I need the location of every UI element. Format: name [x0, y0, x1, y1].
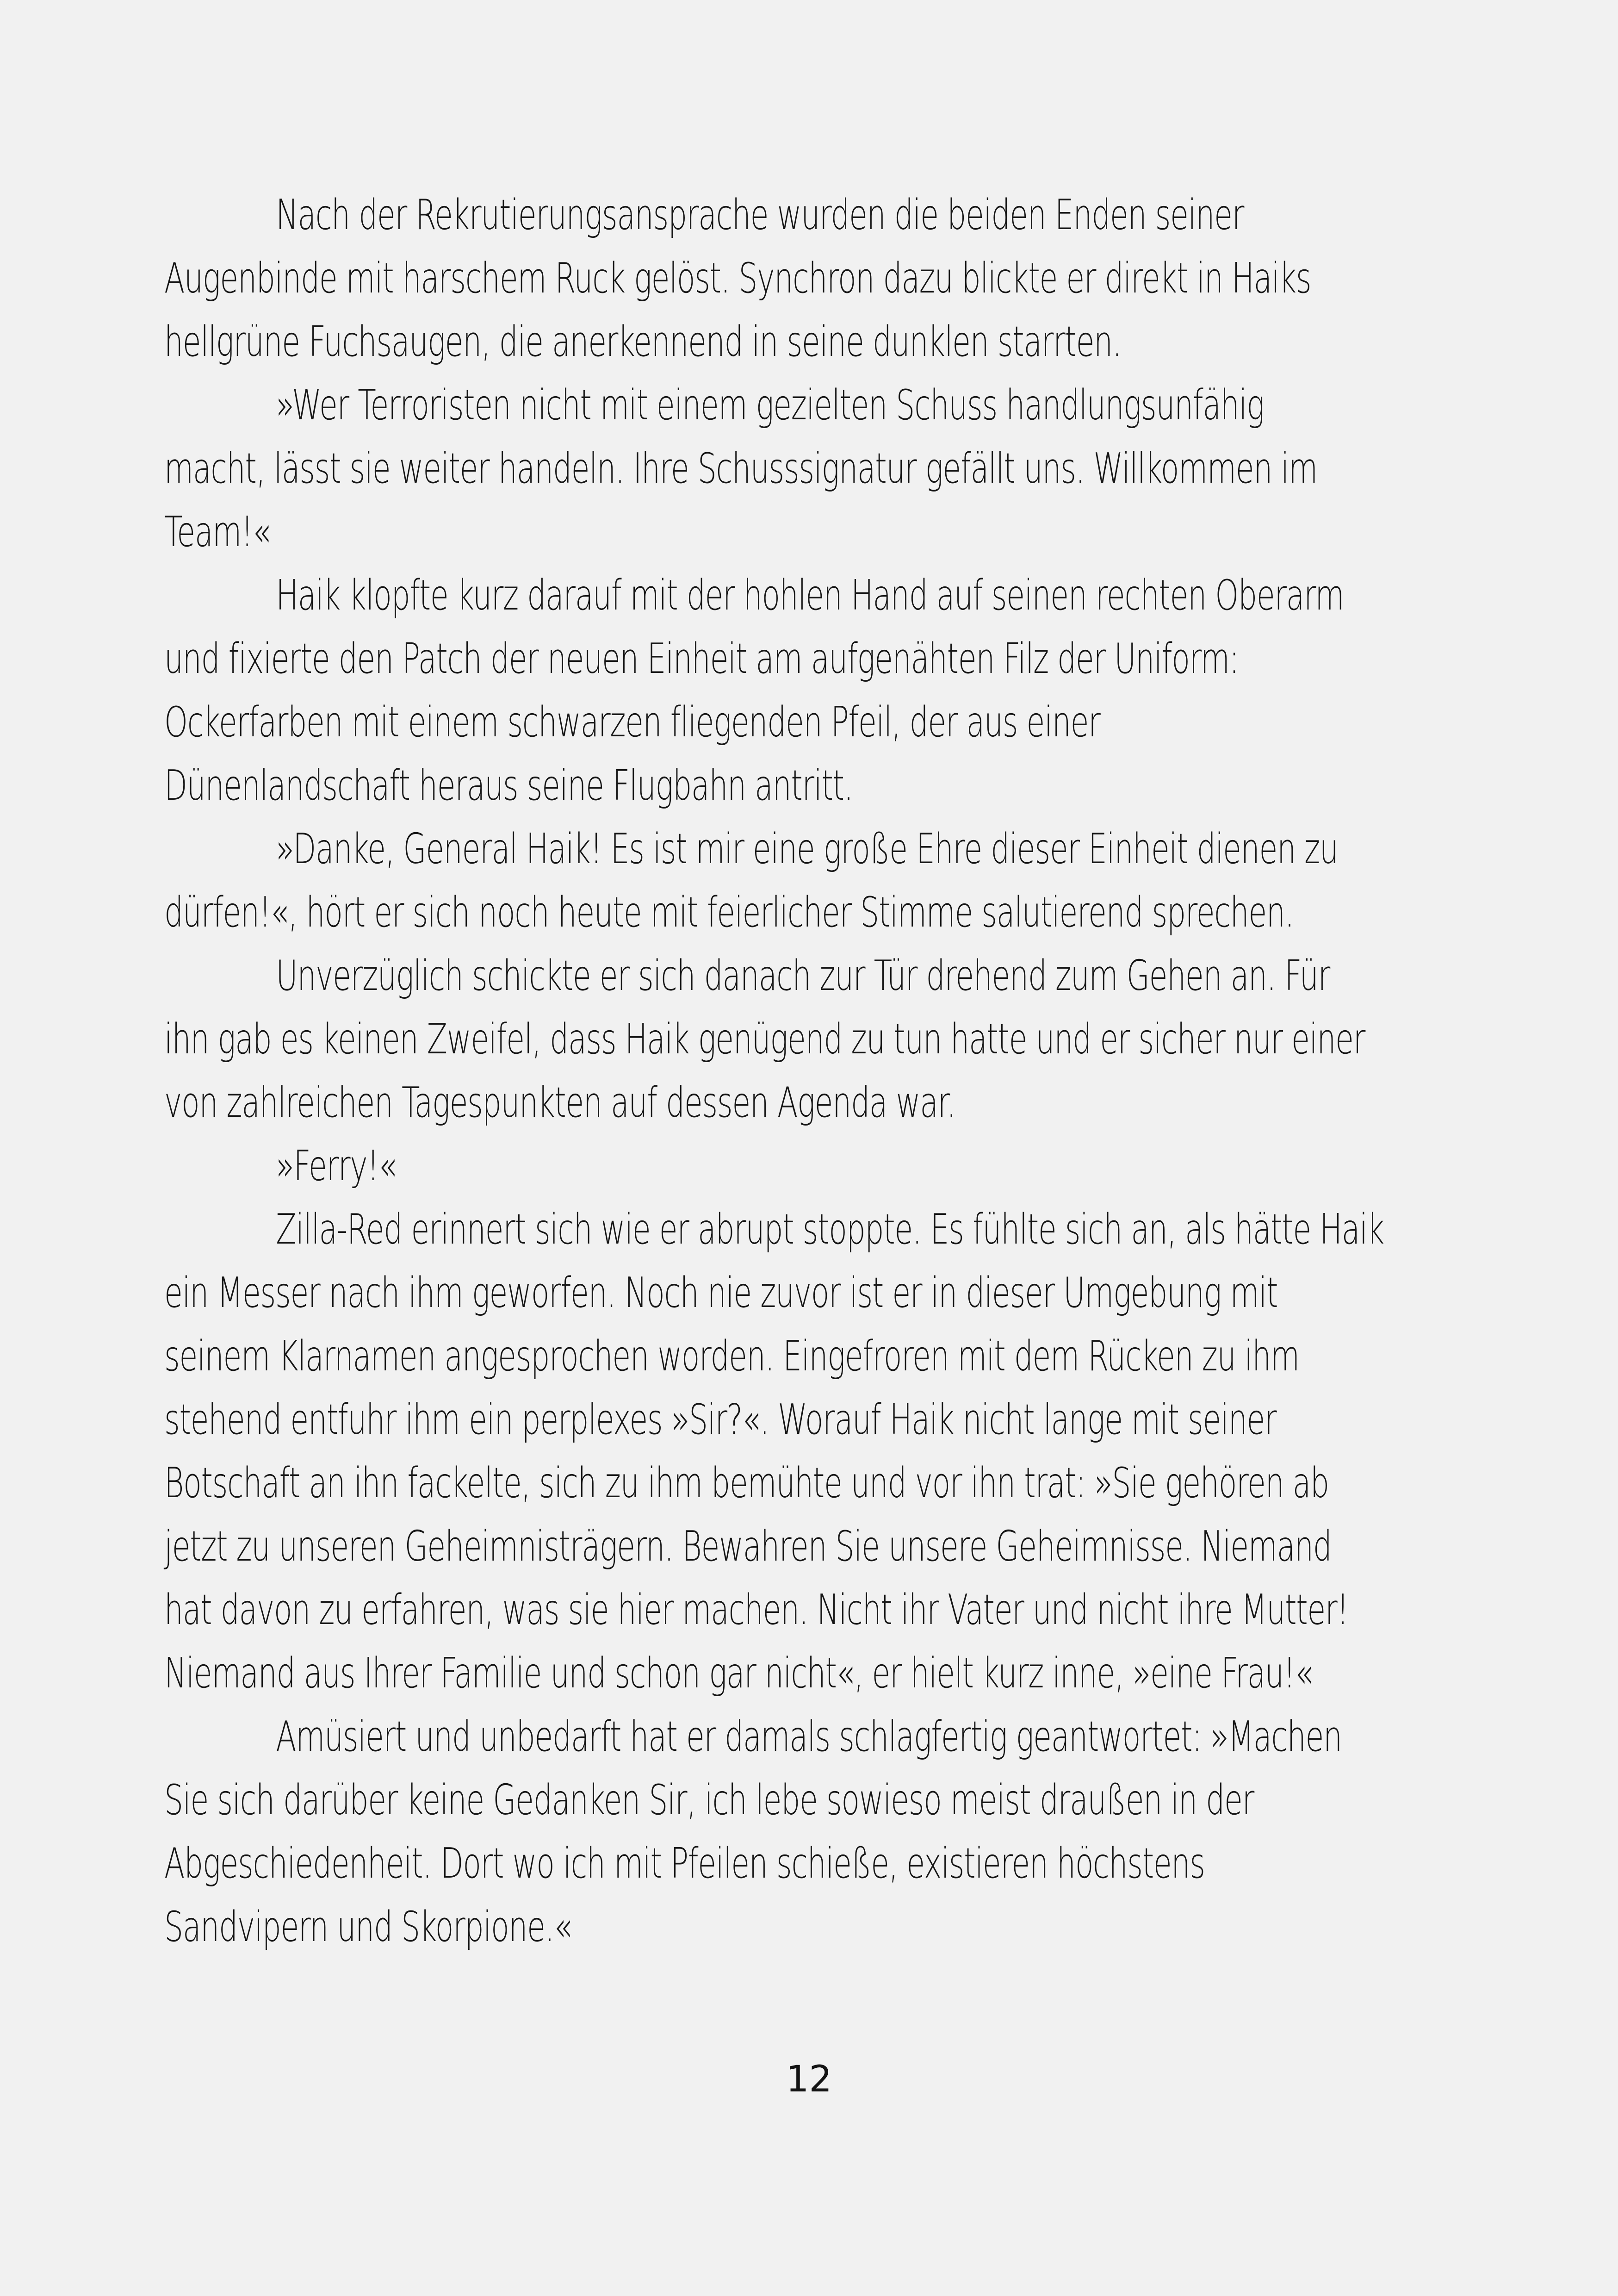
- text-line: Sie sich darüber keine Gedanken Sir, ich lebe sowieso meist draußen in der: [164, 1776, 1254, 1824]
- text-line: macht, lässt sie weiter handeln. Ihre Schusssignatur gefällt uns. Willkommen im: [164, 444, 1317, 493]
- text-line: »Ferry!«: [276, 1142, 397, 1190]
- paragraph: [164, 1198, 1460, 1705]
- text-line: ihn gab es keinen Zweifel, dass Haik genügend zu tun hatte und er sicher nur einer: [164, 1015, 1365, 1064]
- paragraph: [164, 373, 1460, 564]
- paragraph: [164, 183, 1460, 373]
- text-line: »Wer Terroristen nicht mit einem gezielten Schuss handlungsunfähig: [276, 381, 1264, 429]
- text-line: ein Messer nach ihm geworfen. Noch nie zuvor ist er in dieser Umgebung mit: [164, 1269, 1278, 1317]
- text-line: von zahlreichen Tagespunkten auf dessen Agenda war.: [164, 1078, 956, 1127]
- text-line: Sandvipern und Skorpione.«: [164, 1903, 572, 1951]
- text-line: und fixierte den Patch der neuen Einheit am aufgenähten Filz der Uniform:: [164, 635, 1239, 683]
- paragraph: [164, 944, 1460, 1134]
- page-text: [164, 183, 1460, 1959]
- text-line: seinem Klarnamen angesprochen worden. Eingefroren mit dem Rücken zu ihm: [164, 1332, 1299, 1381]
- text-line: Botschaft an ihn fackelte, sich zu ihm bemühte und vor ihn trat: »Sie gehören ab: [164, 1459, 1329, 1507]
- text-line: Ockerfarben mit einem schwarzen fliegenden Pfeil, der aus einer: [164, 698, 1100, 747]
- text-line: Unverzüglich schickte er sich danach zur Tür drehend zum Gehen an. Für: [276, 952, 1330, 1000]
- text-line: Zilla-Red erinnert sich wie er abrupt stoppte. Es fühlte sich an, als hätte Haik: [276, 1205, 1384, 1254]
- text-line: Team!«: [164, 508, 271, 556]
- text-line: Niemand aus Ihrer Familie und schon gar nicht«, er hielt kurz inne, »eine Frau!«: [164, 1649, 1313, 1698]
- text-line: Augenbinde mit harschem Ruck gelöst. Synchron dazu blickte er direkt in Haiks: [164, 254, 1311, 303]
- page-text-inner: [164, 183, 1460, 1959]
- page-number: 12: [786, 2059, 832, 2100]
- text-line: Amüsiert und unbedarft hat er damals schlagfertig geantwortet: »Machen: [276, 1712, 1342, 1761]
- text-line: Nach der Rekrutierungsansprache wurden die beiden Enden seiner: [276, 191, 1244, 239]
- text-line: Abgeschiedenheit. Dort wo ich mit Pfeilen schieße, existieren höchstens: [164, 1839, 1205, 1888]
- paragraph: [164, 1705, 1460, 1959]
- text-line: Dünenlandschaft heraus seine Flugbahn antritt.: [164, 761, 853, 810]
- text-line: stehend entfuhr ihm ein perplexes »Sir?«. Worauf Haik nicht lange mit seiner: [164, 1395, 1277, 1444]
- text-line: hellgrüne Fuchsaugen, die anerkennend in seine dunklen starrten.: [164, 317, 1122, 366]
- text-line: hat davon zu erfahren, was sie hier machen. Nicht ihr Vater und nicht ihre Mutter!: [164, 1586, 1348, 1634]
- text-line: »Danke, General Haik! Es ist mir eine große Ehre dieser Einheit dienen zu: [276, 825, 1338, 873]
- paragraph: [164, 564, 1460, 817]
- paragraph: [164, 817, 1460, 944]
- text-line: dürfen!«, hört er sich noch heute mit feierlicher Stimme salutierend sprechen.: [164, 888, 1294, 937]
- text-line: Haik klopfte kurz darauf mit der hohlen Hand auf seinen rechten Oberarm: [276, 571, 1344, 620]
- paragraph: [164, 1134, 1460, 1198]
- text-line: jetzt zu unseren Geheimnisträgern. Bewahren Sie unsere Geheimnisse. Niemand: [164, 1522, 1332, 1571]
